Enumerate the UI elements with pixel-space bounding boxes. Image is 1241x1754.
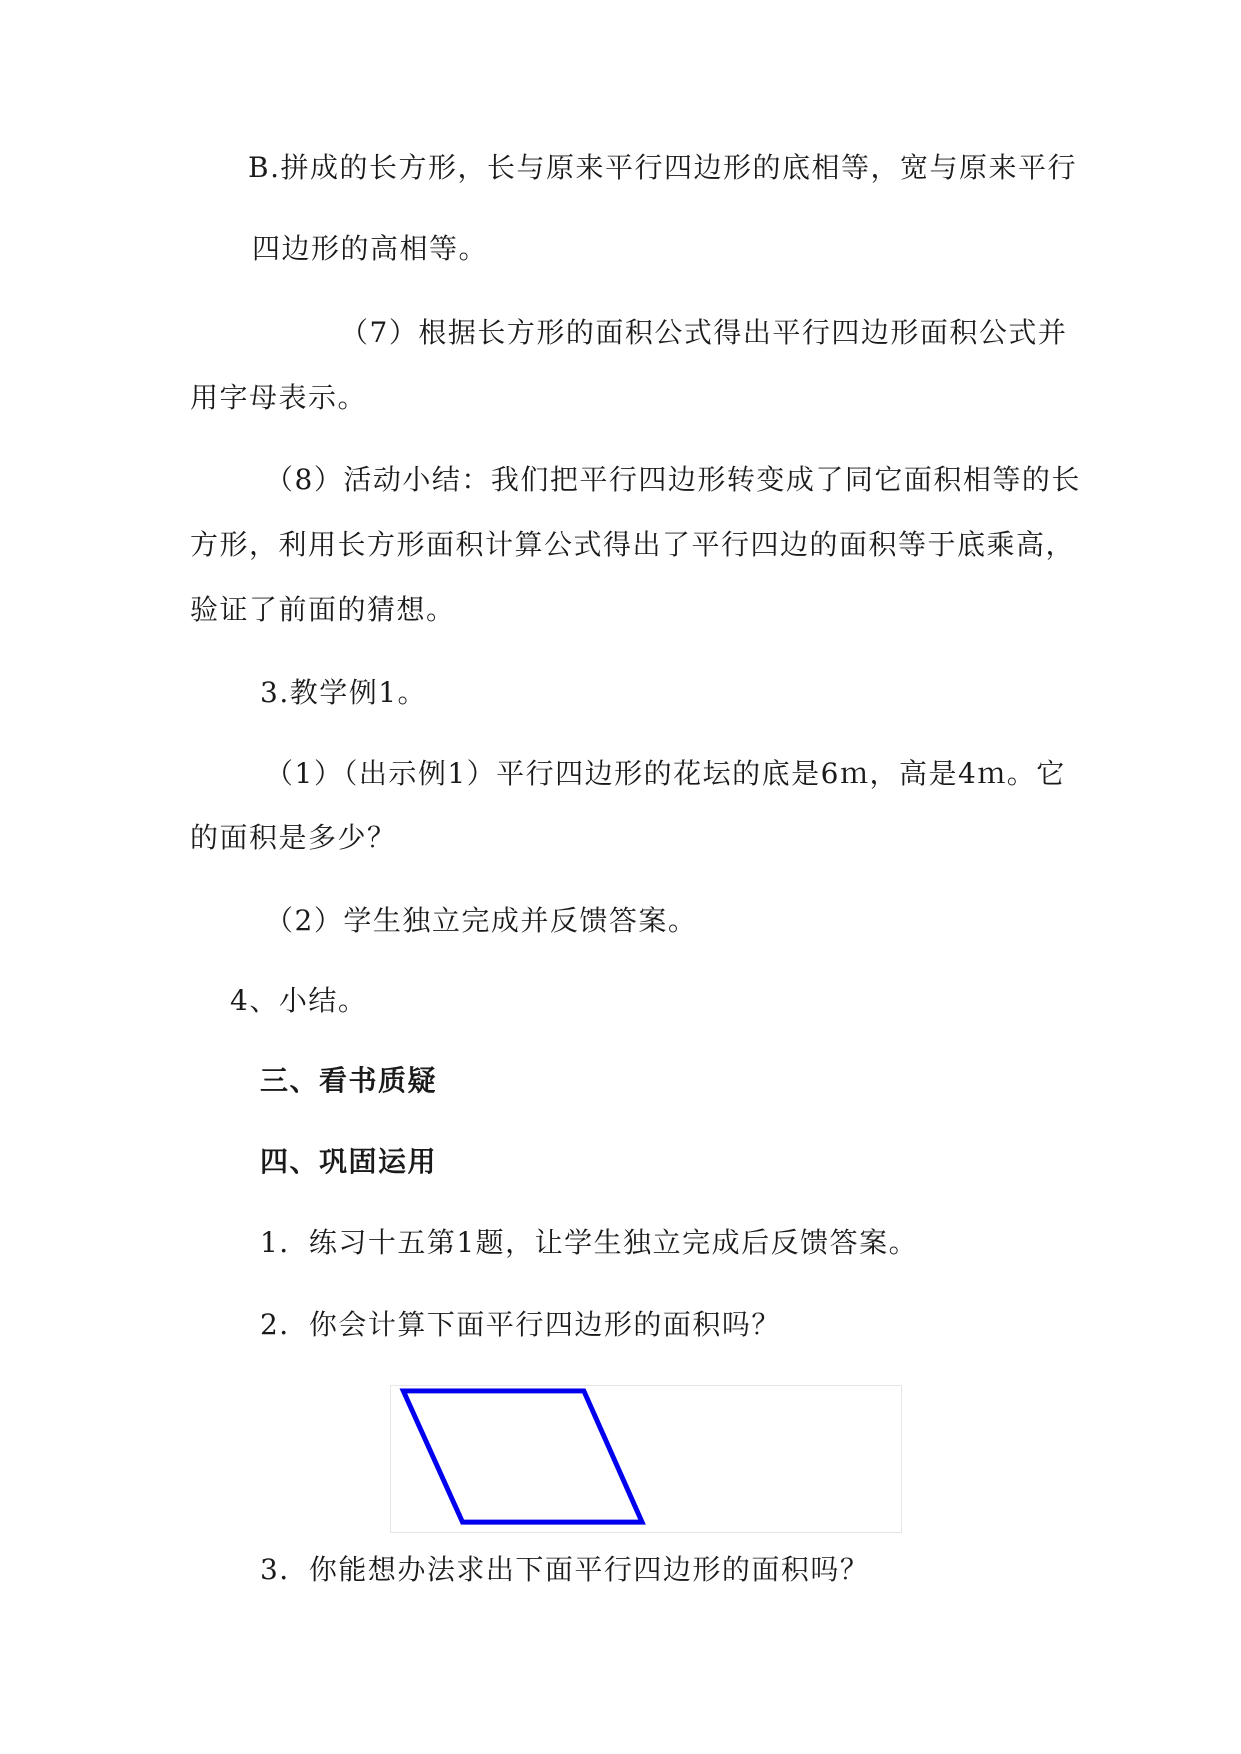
text-line-7: 验证了前面的猜想。 bbox=[190, 593, 456, 626]
text-line-16: 2．你会计算下面平行四边形的面积吗？ bbox=[260, 1308, 781, 1341]
text-line-5: （8）活动小结：我们把平行四边形转变成了同它面积相等的长 bbox=[265, 463, 1081, 496]
text-line-12: 4、小结。 bbox=[230, 984, 368, 1017]
text-line-2: 四边形的高相等。 bbox=[252, 232, 489, 265]
section-heading-3: 三、看书质疑 bbox=[260, 1064, 438, 1097]
text-line-6: 方形，利用长方形面积计算公式得出了平行四边的面积等于底乘高， bbox=[190, 528, 1076, 561]
text-line-17: 3．你能想办法求出下面平行四边形的面积吗？ bbox=[260, 1553, 870, 1586]
parallelogram-shape bbox=[403, 1391, 642, 1522]
text-line-15: 1．练习十五第1题，让学生独立完成后反馈答案。 bbox=[260, 1226, 919, 1259]
text-line-8: 3.教学例1。 bbox=[260, 676, 428, 709]
text-line-1: B.拼成的长方形，长与原来平行四边形的底相等，宽与原来平行 bbox=[248, 151, 1077, 184]
text-line-4: 用字母表示。 bbox=[190, 381, 368, 414]
text-line-10: 的面积是多少？ bbox=[190, 821, 397, 854]
text-line-9: （1）（出示例1）平行四边形的花坛的底是6ｍ，高是4ｍ。它 bbox=[265, 757, 1066, 790]
parallelogram-svg bbox=[391, 1386, 901, 1532]
section-heading-4: 四、巩固运用 bbox=[260, 1145, 438, 1178]
parallelogram-figure bbox=[390, 1385, 902, 1533]
text-line-11: （2）学生独立完成并反馈答案。 bbox=[265, 904, 698, 937]
text-line-3: （7）根据长方形的面积公式得出平行四边形面积公式并 bbox=[340, 316, 1068, 349]
